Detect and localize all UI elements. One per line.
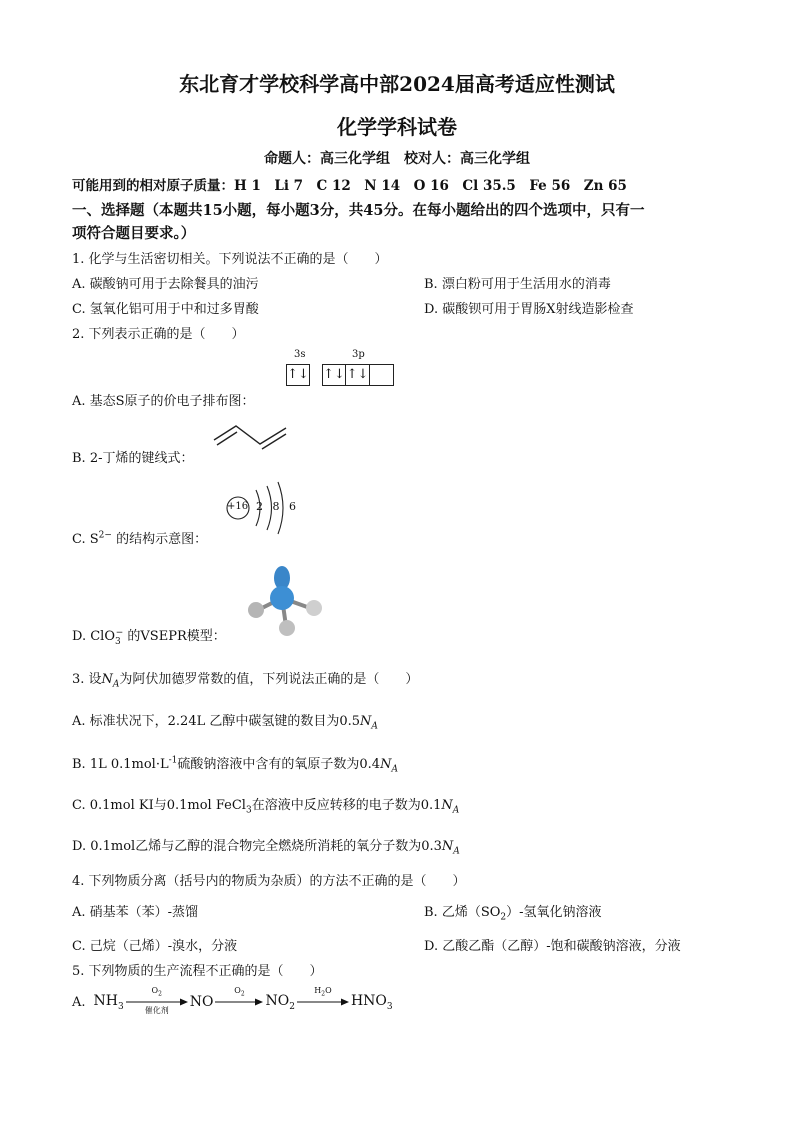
q3-option-d — [72, 835, 460, 857]
q2-c-prefix: C. — [72, 532, 90, 547]
q3-d-text: D. 0.1mol乙烯与乙醇的混合物完全燃烧所消耗的氧分子数为0.3 — [72, 839, 442, 854]
species-nh3 — [94, 993, 124, 1012]
q3-a-text: A. 标准状况下，2.24L 乙醇中碳氢键的数目为0.5 — [72, 714, 361, 729]
authors-line: 命题人：高三化学组 校对人：高三化学组 — [264, 151, 530, 167]
section-heading-line2: 项符合题目要求。） — [72, 225, 196, 242]
q3-b-rest: 硫酸钠溶液中含有的氧原子数为0.4 — [177, 757, 381, 772]
hno3-subscript: 3 — [386, 1001, 393, 1012]
q2-c-suffix: 的结构示意图： — [111, 532, 208, 547]
q1-option-b: B. 漂白粉可用于生活用水的消毒 — [424, 277, 611, 292]
q3-c-rest: 在溶液中反应转移的电子数为0.1 — [251, 798, 442, 813]
orbital-3p-boxes — [322, 364, 394, 386]
no2-text: NO — [265, 992, 290, 1009]
avogadro-subscript: A — [112, 679, 120, 690]
q2-d-suffix: 的VSEPR模型： — [123, 629, 226, 644]
q2-stem: 2. 下列表示正确的是（ ） — [72, 327, 245, 342]
q4-option-c: C. 己烷（己烯）-溴水，分液 — [72, 939, 238, 954]
arrow-2 — [215, 986, 263, 1012]
q4-option-d: D. 乙酸乙酯（乙醇）-饱和碳酸钠溶液，分液 — [424, 939, 681, 954]
avogadro-subscript: A — [453, 846, 460, 857]
orbital-box-3s: ↑↓ — [286, 364, 310, 386]
butene-skeletal-formula — [210, 420, 294, 450]
avogadro-subscript: A — [452, 805, 460, 816]
chlorate-vsepr-model — [236, 560, 336, 640]
no2-subscript: 2 — [289, 1001, 295, 1012]
q1-option-a: A. 碳酸钠可用于去除餐具的油污 — [72, 277, 259, 292]
orbital-3p-label: 3p — [352, 349, 365, 360]
atomic-masses: 可能用到的相对原子质量：H 1 Li 7 C 12 N 14 O 16 Cl 35.5 Fe 56 Zn 65 — [72, 178, 627, 194]
sulfide-symbol: S — [89, 532, 99, 547]
arrow-1-reagent — [126, 986, 188, 998]
arrow-2-reagent-sub: 2 — [240, 990, 245, 998]
avogadro-symbol: N — [441, 839, 454, 854]
sulfide-charge: 2− — [98, 530, 112, 541]
arrow-2-reagent — [215, 986, 263, 998]
q2-option-a: A. 基态S原子的价电子排布图： — [72, 394, 255, 409]
exam-title: 东北育才学校科学高中部2024届高考适应性测试 — [179, 72, 615, 96]
avogadro-symbol: N — [441, 798, 453, 813]
q3-option-b — [72, 753, 398, 775]
arrow-3-reagent-h: H — [314, 986, 322, 995]
arrow-3 — [297, 986, 349, 1012]
chlorate-formula: ClO — [90, 629, 115, 644]
arrow-3-line — [297, 997, 349, 1007]
nh3-subscript: 3 — [118, 1001, 124, 1012]
q4-option-a: A. 硝基苯（苯）-蒸馏 — [72, 905, 199, 920]
avogadro-subscript: A — [371, 721, 378, 732]
subject-title: 化学学科试卷 — [337, 115, 457, 139]
species-hno3 — [351, 993, 393, 1012]
electron-shell-counts: 2 8 6 — [256, 500, 299, 513]
arrow-2-reagent-text: O — [234, 986, 241, 995]
q2-option-c — [72, 528, 207, 547]
avogadro-symbol: N — [101, 672, 113, 687]
q4-b-start: B. 乙烯（SO — [424, 905, 501, 920]
q4-b-end: ）-氢氧化钠溶液 — [506, 905, 602, 920]
hno3-text: HNO — [350, 992, 387, 1009]
species-no: NO — [189, 994, 214, 1010]
nh3-text: NH — [93, 992, 118, 1009]
q3-b-superscript: -1 — [168, 755, 178, 766]
butene-double-bond-1 — [217, 432, 237, 445]
arrow-1-reagent-sub: 2 — [158, 990, 162, 998]
avogadro-symbol: N — [380, 757, 392, 772]
q2-d-prefix: D. — [72, 629, 91, 644]
q3-option-a — [72, 710, 378, 732]
nucleus-charge: +16 — [227, 501, 249, 512]
chlorate-subscript: 3 — [115, 636, 121, 647]
q1-option-d: D. 碳酸钡可用于胃肠X射线造影检查 — [424, 302, 634, 317]
avogadro-subscript: A — [391, 764, 398, 775]
arrow-3-reagent-o: O — [325, 986, 332, 995]
chlorate-charge: − — [115, 627, 124, 638]
oxygen-atom-right — [306, 600, 322, 616]
orbital-box-3p-3 — [370, 364, 394, 386]
orbital-box-3p-1: ↑↓ — [322, 364, 346, 386]
arrow-2-line — [215, 997, 263, 1007]
species-no2 — [265, 993, 294, 1012]
q1-option-c: C. 氢氧化铝可用于中和过多胃酸 — [72, 302, 259, 317]
q3-c-text: C. 0.1mol KI与0.1mol FeCl — [72, 798, 246, 813]
orbital-3s-label: 3s — [294, 349, 306, 360]
q2-option-b: B. 2-丁烯的键线式： — [72, 451, 194, 466]
section-heading-line1: 一、选择题（本题共15小题，每小题3分，共45分。在每小题给出的四个选项中，只有一 — [72, 202, 645, 219]
q3-stem-end: 为阿伏加德罗常数的值，下列说法正确的是（ ） — [119, 672, 419, 687]
q4-stem: 4. 下列物质分离（括号内的物质为杂质）的方法不正确的是（ ） — [72, 874, 466, 889]
q3-option-c — [72, 794, 459, 816]
butene-double-bond-2 — [262, 434, 286, 449]
q2-option-d — [72, 625, 226, 647]
oxygen-atom-left — [248, 602, 264, 618]
central-atom — [270, 586, 294, 610]
q5-option-a — [72, 986, 393, 1015]
arrow-3-reagent-sub: 2 — [321, 990, 326, 998]
oxygen-atom-bottom — [279, 620, 295, 636]
orbital-3s-box — [286, 364, 310, 386]
arrow-1 — [126, 986, 188, 1015]
q3-c-subscript: 3 — [245, 805, 252, 816]
arrow-1-condition: 催化剂 — [144, 1006, 169, 1015]
q4-b-subscript: 2 — [500, 912, 507, 923]
q3-stem-start: 3. 设 — [72, 672, 102, 687]
q3-b-text: B. 1L 0.1mol·L — [72, 757, 169, 772]
avogadro-symbol: N — [360, 714, 372, 729]
q5-a-label: A. — [72, 994, 86, 1010]
q3-stem — [72, 668, 418, 690]
arrow-1-reagent-text: O — [151, 986, 159, 995]
q5-stem: 5. 下列物质的生产流程不正确的是（ ） — [72, 964, 323, 979]
q4-option-b — [424, 901, 602, 923]
q1-stem: 1. 化学与生活密切相关。下列说法不正确的是（ ） — [72, 252, 388, 267]
arrow-3-reagent — [297, 986, 349, 998]
orbital-box-3p-2: ↑↓ — [346, 364, 370, 386]
